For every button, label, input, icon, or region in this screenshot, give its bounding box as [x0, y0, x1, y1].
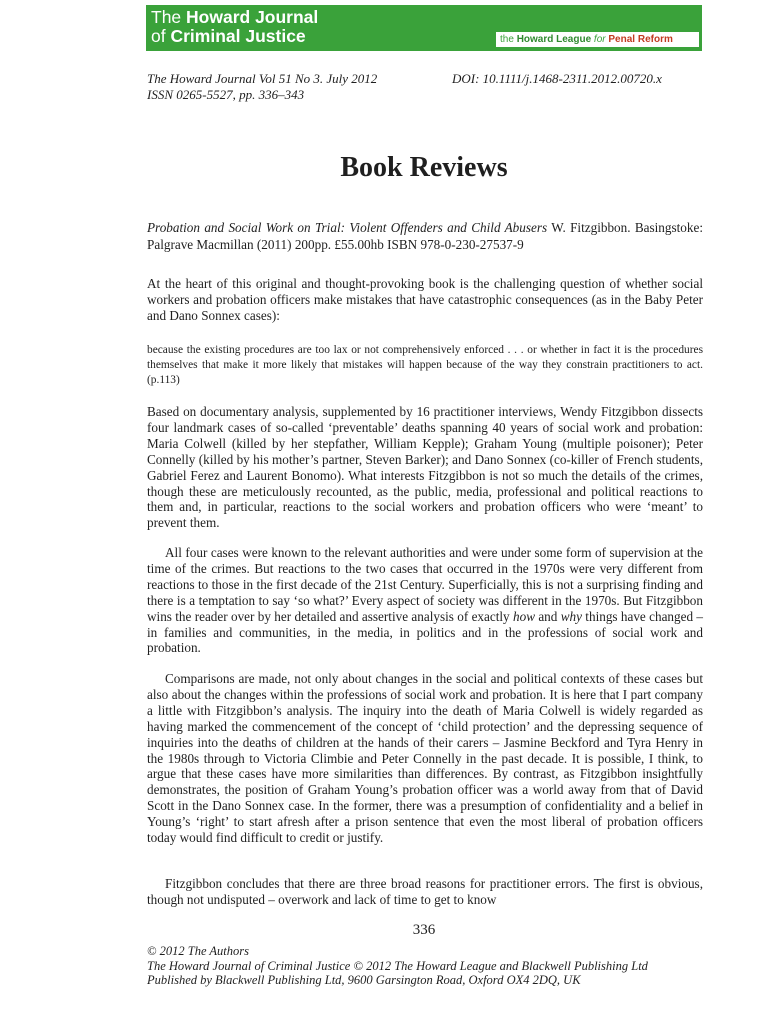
block-quote: because the existing procedures are too lax or not comprehensively enforced . . . or whether in fact it is the procedures themselves that make it more likely that mistakes will happen because of the way they constrain practitioners to act. (p.113)	[147, 344, 703, 386]
journal-volume-line: The Howard Journal Vol 51 No 3. July 2012	[147, 71, 378, 86]
banner-title-bold-2: Criminal Justice	[170, 26, 306, 46]
paragraph-comparisons: Comparisons are made, not only about changes in the social and political contexts of these cases but also about the changes within the professions of social work and probation. It is here that I part company a little with Fitzgibbon’s analysis. The inquiry into the death of Maria Colwell is widely regarded as having marked the commencement of the concept of ‘child protection’ and the depressing sequence of inquiries into the deaths of children at the hands of their carers – Jasmine Beckford and Tyra Henry in the 1980s through to Victoria Climbie and Peter Connelly in the past decade. It is possible, I think, to argue that these cases have more similarities than differences. By contrast, as Fitzgibbon insightfully demonstrates, the position of Graham Young’s probation officer was a world away from that of David Scott in the Dano Sonnex case. In the former, there was a presumption of confidentiality and a belief in Young’s ‘right’ to start afresh after a prison sentence that even the most liberal of probation officers today would find difficult to credit or justify.	[147, 671, 703, 846]
paragraph-cases	[147, 545, 703, 656]
copyright-footer	[147, 944, 648, 988]
paragraph-cases-and: and	[534, 608, 561, 624]
banner-title-prefix-2: of	[151, 26, 171, 46]
league-cause: Penal Reform	[608, 34, 673, 45]
league-for: for	[591, 34, 609, 45]
banner-title-bold-1: Howard Journal	[186, 7, 319, 27]
footer-line-authors: © 2012 The Authors	[147, 944, 249, 958]
footer-line-publisher: Published by Blackwell Publishing Ltd, 9600 Garsington Road, Oxford OX4 2DQ, UK	[147, 973, 581, 987]
page-title: Book Reviews	[340, 152, 508, 183]
page-number: 336	[412, 922, 436, 938]
book-details: W. Fitzgibbon. Basingstoke: Palgrave Macmillan (2011) 200pp. £55.00hb ISBN 978-0-230-27537-9	[147, 220, 703, 252]
paragraph-cases-b: things have changed – in families and communities, in the media, in politics and in the professions of social work and probation.	[147, 608, 704, 656]
doi-line: DOI: 10.1111/j.1468-2311.2012.00720.x	[452, 71, 662, 86]
paragraph-analysis: Based on documentary analysis, supplemented by 16 practitioner interviews, Wendy Fitzgibbon dissects four landmark cases of so-called ‘preventable’ deaths spanning 40 years of social work and probation: Maria Colwell (killed by her stepfather, William Kepple); Graham Young (multiple poisoner); Peter Connelly (killed by his mother’s partner, Steven Barker); and Dano Sonnex (co-killer of French students, Gabriel Ferez and Laurent Bonomo). What interests Fitzgibbon is not so much the details of the crimes, though these are meticulously recounted, as the public, media, professional and political reactions to them and, in particular, reactions to the social workers and probation officers who were ‘meant’ to prevent them.	[147, 404, 703, 531]
emphasis-why: why	[560, 608, 582, 624]
league-the: the	[500, 34, 517, 45]
journal-logo-title	[151, 8, 318, 46]
emphasis-how: how	[513, 608, 535, 624]
paragraph-intro: At the heart of this original and thought-provoking book is the challenging question of whether social workers and probation officers make mistakes that have catastrophic consequences (as in the Baby Peter and Dano Sonnex cases):	[147, 276, 703, 323]
book-title: Probation and Social Work on Trial: Violent Offenders and Child Abusers	[147, 220, 548, 235]
journal-meta	[147, 71, 377, 103]
issn-line: ISSN 0265-5527, pp. 336–343	[147, 87, 305, 102]
journal-banner	[146, 5, 702, 51]
footer-line-copyright: The Howard Journal of Criminal Justice © 2012 The Howard League and Blackwell Publishing Ltd	[147, 958, 648, 973]
paragraph-conclusions: Fitzgibbon concludes that there are three broad reasons for practitioner errors. The first is obvious, though not undisputed – overwork and lack of time to get to know	[147, 876, 703, 907]
banner-title-prefix-1: The	[151, 7, 187, 27]
book-citation	[147, 219, 703, 253]
league-name: Howard League	[516, 34, 592, 45]
paragraph-cases-a: All four cases were known to the relevant authorities and were under some form of supervision at the time of the crimes. But reactions to the two cases that occurred in the 1970s were very different from reactions to those in the first decade of the 21st Century. Superficially, this is not a surprising finding and there is a temptation to say ‘so what?’ Every aspect of society was different in the 1970s. But Fitzgibbon wins the reader over by her detailed and assertive analysis of exactly	[147, 545, 703, 624]
howard-league-logo	[496, 32, 699, 47]
